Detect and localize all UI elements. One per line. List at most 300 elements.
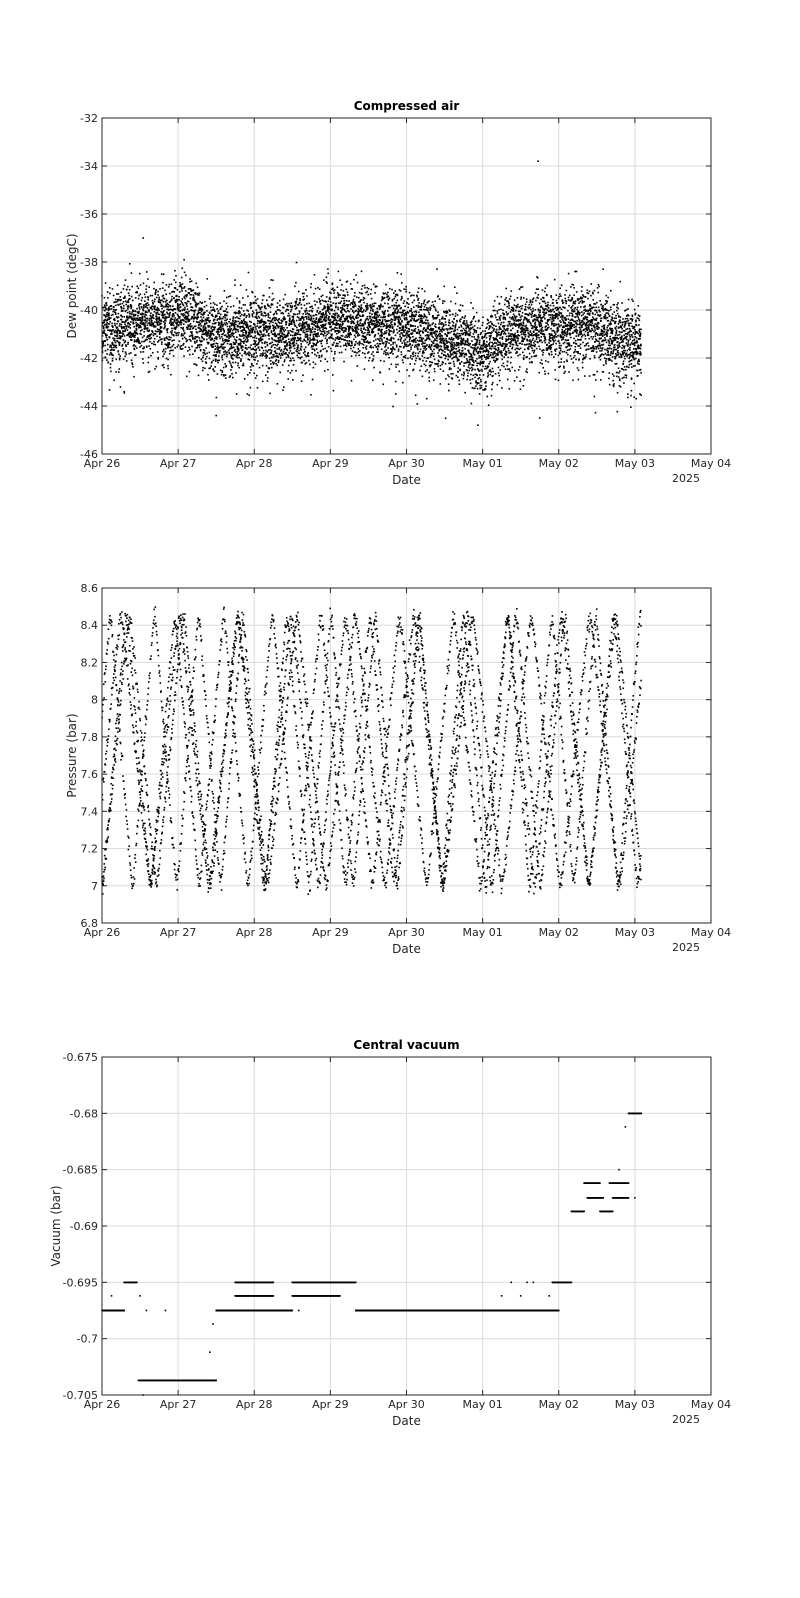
- data-point: [467, 372, 469, 374]
- data-point: [342, 294, 344, 296]
- data-point: [252, 292, 254, 294]
- data-point: [122, 303, 124, 305]
- data-point: [471, 340, 473, 342]
- data-point: [324, 325, 326, 327]
- data-point: [193, 294, 195, 296]
- data-point: [291, 302, 293, 304]
- data-point: [115, 342, 117, 344]
- data-point: [272, 279, 274, 281]
- data-point: [145, 296, 147, 298]
- data-point: [125, 301, 127, 303]
- data-point: [184, 272, 186, 274]
- data-point: [288, 365, 290, 367]
- data-point: [388, 357, 390, 359]
- data-point: [146, 311, 148, 313]
- data-point: [437, 317, 439, 319]
- data-point: [457, 314, 459, 316]
- data-point: [273, 354, 275, 356]
- data-point: [412, 336, 414, 338]
- data-point: [469, 343, 471, 345]
- data-point: [266, 355, 268, 357]
- data-point: [175, 328, 177, 330]
- data-point: [183, 320, 185, 322]
- data-point: [461, 333, 463, 335]
- data-point: [201, 337, 203, 339]
- data-point: [411, 316, 413, 318]
- data-point: [456, 342, 458, 344]
- data-point: [459, 349, 461, 351]
- data-point: [439, 327, 441, 329]
- data-point: [257, 387, 259, 389]
- data-point: [157, 312, 159, 314]
- data-point: [141, 300, 143, 302]
- data-point: [372, 311, 374, 313]
- data-point: [102, 345, 104, 347]
- data-point: [420, 348, 422, 350]
- data-point: [377, 351, 379, 353]
- data-point: [224, 290, 226, 292]
- data-point: [448, 376, 450, 378]
- data-point: [244, 378, 246, 380]
- data-point: [395, 335, 397, 337]
- data-point: [400, 273, 402, 275]
- data-point: [111, 331, 113, 333]
- data-point: [384, 312, 386, 314]
- data-point: [291, 307, 293, 309]
- data-point: [110, 305, 112, 307]
- data-point: [219, 350, 221, 352]
- data-point: [463, 328, 465, 330]
- data-point: [473, 374, 475, 376]
- data-point: [289, 348, 291, 350]
- data-point: [267, 345, 269, 347]
- data-point: [114, 325, 116, 327]
- data-point: [168, 336, 170, 338]
- data-point: [394, 290, 396, 292]
- data-point: [317, 287, 319, 289]
- data-point: [220, 330, 222, 332]
- data-point: [225, 334, 227, 336]
- data-point: [455, 323, 457, 325]
- data-point: [349, 336, 351, 338]
- data-point: [104, 297, 106, 299]
- data-point: [374, 316, 376, 318]
- data-point: [362, 352, 364, 354]
- data-point: [343, 297, 345, 299]
- data-point: [136, 347, 138, 349]
- data-point: [229, 326, 231, 328]
- data-point: [116, 347, 118, 349]
- data-point: [326, 276, 328, 278]
- data-point: [464, 392, 466, 394]
- data-point: [335, 327, 337, 329]
- data-point: [300, 334, 302, 336]
- data-point: [267, 380, 269, 382]
- data-point: [425, 304, 427, 306]
- data-point: [181, 277, 183, 279]
- data-point: [193, 296, 195, 298]
- data-point: [384, 325, 386, 327]
- data-point: [105, 350, 107, 352]
- data-point: [135, 354, 137, 356]
- data-point: [317, 325, 319, 327]
- data-point: [416, 296, 418, 298]
- data-point: [287, 342, 289, 344]
- data-point: [380, 305, 382, 307]
- data-point: [473, 336, 475, 338]
- data-point: [461, 355, 463, 357]
- data-point: [214, 303, 216, 305]
- data-point: [382, 306, 384, 308]
- data-point: [204, 333, 206, 335]
- data-point: [148, 345, 150, 347]
- data-point: [255, 328, 257, 330]
- data-point: [201, 344, 203, 346]
- data-point: [325, 281, 327, 283]
- data-point: [195, 328, 197, 330]
- data-point: [443, 342, 445, 344]
- data-point: [161, 304, 163, 306]
- data-point: [118, 354, 120, 356]
- data-point: [369, 327, 371, 329]
- data-point: [167, 365, 169, 367]
- data-point: [313, 318, 315, 320]
- data-point: [302, 341, 304, 343]
- data-point: [147, 302, 149, 304]
- data-point: [175, 309, 177, 311]
- data-point: [454, 286, 456, 288]
- data-point: [228, 321, 230, 323]
- data-point: [172, 305, 174, 307]
- data-point: [233, 305, 235, 307]
- data-point: [146, 271, 148, 273]
- data-point: [191, 280, 193, 282]
- data-point: [147, 299, 149, 301]
- data-point: [222, 340, 224, 342]
- data-point: [221, 306, 223, 308]
- data-point: [369, 312, 371, 314]
- data-point: [285, 323, 287, 325]
- data-point: [345, 330, 347, 332]
- data-point: [129, 263, 131, 265]
- data-point: [294, 339, 296, 341]
- data-point: [437, 363, 439, 365]
- data-point: [326, 282, 328, 284]
- data-point: [206, 310, 208, 312]
- data-point: [189, 278, 191, 280]
- data-point: [204, 323, 206, 325]
- data-point: [310, 334, 312, 336]
- data-point: [354, 302, 356, 304]
- data-point: [180, 324, 182, 326]
- data-point: [366, 348, 368, 350]
- data-point: [326, 339, 328, 341]
- data-point: [158, 297, 160, 299]
- data-point: [363, 302, 365, 304]
- data-point: [472, 327, 474, 329]
- data-point: [441, 364, 443, 366]
- data-point: [406, 327, 408, 329]
- data-point: [301, 307, 303, 309]
- data-point: [359, 306, 361, 308]
- data-point: [250, 321, 252, 323]
- data-point: [446, 335, 448, 337]
- data-point: [461, 330, 463, 332]
- data-point: [154, 338, 156, 340]
- data-point: [114, 338, 116, 340]
- data-point: [231, 367, 233, 369]
- data-point: [407, 341, 409, 343]
- data-point: [186, 294, 188, 296]
- data-point: [161, 308, 163, 310]
- data-point: [365, 329, 367, 331]
- data-point: [376, 316, 378, 318]
- data-point: [381, 329, 383, 331]
- data-point: [308, 324, 310, 326]
- data-point: [370, 293, 372, 295]
- data-point: [151, 343, 153, 345]
- data-point: [234, 284, 236, 286]
- data-point: [400, 319, 402, 321]
- data-point: [368, 288, 370, 290]
- data-point: [105, 316, 107, 318]
- data-point: [379, 308, 381, 310]
- data-point: [350, 327, 352, 329]
- data-point: [269, 393, 271, 395]
- data-point: [404, 342, 406, 344]
- data-point: [151, 320, 153, 322]
- data-point: [294, 314, 296, 316]
- data-point: [119, 296, 121, 298]
- data-point: [353, 279, 355, 281]
- data-point: [354, 292, 356, 294]
- data-point: [114, 323, 116, 325]
- data-point: [104, 330, 106, 332]
- data-point: [118, 313, 120, 315]
- data-point: [142, 358, 144, 360]
- data-point: [125, 329, 127, 331]
- data-point: [187, 328, 189, 330]
- data-point: [163, 364, 165, 366]
- data-point: [427, 320, 429, 322]
- data-point: [297, 357, 299, 359]
- data-point: [321, 343, 323, 345]
- data-point: [314, 354, 316, 356]
- data-point: [373, 355, 375, 357]
- data-point: [106, 314, 108, 316]
- data-point: [108, 313, 110, 315]
- data-point: [380, 343, 382, 345]
- data-point: [147, 307, 149, 309]
- data-point: [324, 370, 326, 372]
- data-point: [288, 338, 290, 340]
- data-point: [244, 335, 246, 337]
- data-point: [421, 343, 423, 345]
- data-point: [292, 339, 294, 341]
- data-point: [268, 338, 270, 340]
- data-point: [283, 353, 285, 355]
- data-point: [415, 341, 417, 343]
- data-point: [216, 337, 218, 339]
- data-point: [471, 355, 473, 357]
- data-point: [423, 303, 425, 305]
- data-point: [162, 355, 164, 357]
- data-point: [467, 375, 469, 377]
- data-point: [104, 340, 106, 342]
- data-point: [342, 305, 344, 307]
- data-point: [112, 355, 114, 357]
- data-point: [450, 373, 452, 375]
- data-point: [212, 315, 214, 317]
- data-point: [432, 362, 434, 364]
- data-point: [129, 298, 131, 300]
- data-point: [429, 339, 431, 341]
- data-point: [178, 324, 180, 326]
- data-point: [140, 351, 142, 353]
- data-point: [400, 307, 402, 309]
- data-point: [373, 340, 375, 342]
- data-point: [401, 342, 403, 344]
- data-point: [425, 371, 427, 373]
- data-point: [375, 326, 377, 328]
- data-point: [458, 344, 460, 346]
- data-point: [468, 370, 470, 372]
- data-point: [462, 341, 464, 343]
- data-point: [242, 349, 244, 351]
- data-point: [372, 303, 374, 305]
- data-point: [380, 304, 382, 306]
- data-point: [178, 299, 180, 301]
- data-point: [253, 372, 255, 374]
- data-point: [454, 365, 456, 367]
- data-point: [196, 340, 198, 342]
- data-point: [440, 365, 442, 367]
- data-point: [180, 303, 182, 305]
- data-point: [414, 340, 416, 342]
- data-point: [433, 342, 435, 344]
- data-point: [324, 332, 326, 334]
- data-point: [126, 327, 128, 329]
- data-point: [202, 327, 204, 329]
- data-point: [226, 351, 228, 353]
- data-point: [438, 346, 440, 348]
- data-point: [271, 345, 273, 347]
- data-point: [113, 349, 115, 351]
- data-point: [211, 361, 213, 363]
- data-point: [220, 370, 222, 372]
- data-point: [354, 335, 356, 337]
- data-point: [235, 331, 237, 333]
- data-point: [368, 330, 370, 332]
- data-point: [184, 337, 186, 339]
- data-point: [467, 338, 469, 340]
- data-point: [208, 314, 210, 316]
- data-point: [107, 349, 109, 351]
- data-point: [344, 302, 346, 304]
- data-point: [339, 327, 341, 329]
- data-point: [395, 366, 397, 368]
- data-point: [399, 305, 401, 307]
- data-point: [397, 311, 399, 313]
- data-point: [370, 316, 372, 318]
- data-point: [425, 335, 427, 337]
- data-point: [246, 322, 248, 324]
- data-point: [352, 329, 354, 331]
- data-point: [109, 309, 111, 311]
- data-point: [139, 273, 141, 275]
- data-point: [403, 340, 405, 342]
- data-point: [252, 310, 254, 312]
- data-point: [357, 282, 359, 284]
- data-point: [212, 331, 214, 333]
- data-point: [139, 346, 141, 348]
- data-point: [222, 333, 224, 335]
- data-point: [468, 343, 470, 345]
- data-point: [227, 312, 229, 314]
- data-point: [108, 318, 110, 320]
- data-point: [397, 310, 399, 312]
- data-point: [256, 363, 258, 365]
- data-point: [384, 302, 386, 304]
- data-point: [426, 369, 428, 371]
- data-point: [329, 313, 331, 315]
- data-point: [276, 359, 278, 361]
- data-point: [215, 322, 217, 324]
- compressed-air-chart: [65, 99, 731, 487]
- data-point: [257, 320, 259, 322]
- data-point: [186, 376, 188, 378]
- data-point: [453, 361, 455, 363]
- data-point: [361, 339, 363, 341]
- data-point: [105, 307, 107, 309]
- data-point: [164, 338, 166, 340]
- data-point: [291, 309, 293, 311]
- data-point: [233, 347, 235, 349]
- data-point: [249, 333, 251, 335]
- data-point: [162, 287, 164, 289]
- data-point: [210, 307, 212, 309]
- data-point: [144, 324, 146, 326]
- data-point: [371, 307, 373, 309]
- data-point: [171, 330, 173, 332]
- data-point: [208, 379, 210, 381]
- data-point: [218, 359, 220, 361]
- data-point: [122, 348, 124, 350]
- data-point: [405, 346, 407, 348]
- data-point: [391, 331, 393, 333]
- data-point: [125, 354, 127, 356]
- data-point: [366, 345, 368, 347]
- data-point: [398, 350, 400, 352]
- data-point: [135, 322, 137, 324]
- data-point: [237, 357, 239, 359]
- data-point: [306, 362, 308, 364]
- data-point: [437, 295, 439, 297]
- data-point: [235, 362, 237, 364]
- data-point: [182, 298, 184, 300]
- data-point: [193, 321, 195, 323]
- data-point: [305, 336, 307, 338]
- data-point: [415, 345, 417, 347]
- data-point: [388, 295, 390, 297]
- data-point: [423, 309, 425, 311]
- data-point: [104, 345, 106, 347]
- data-point: [191, 294, 193, 296]
- data-point: [319, 317, 321, 319]
- data-point: [134, 335, 136, 337]
- data-point: [127, 312, 129, 314]
- data-point: [421, 288, 423, 290]
